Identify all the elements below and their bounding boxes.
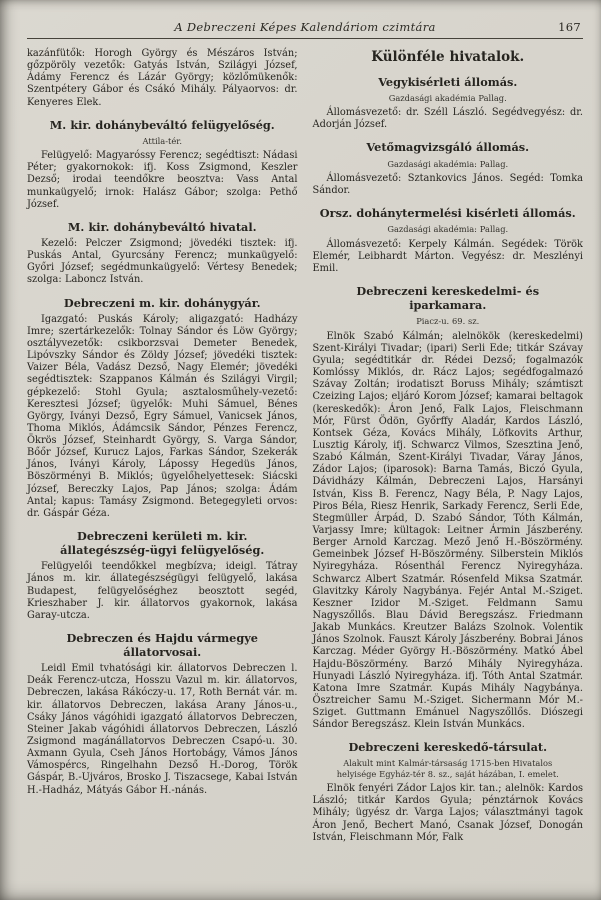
running-head: A Debreczeni Képes Kalendáriom czimtára	[174, 20, 436, 34]
section-heading-dohanygyar: Debreczeni m. kir. dohánygyár.	[63, 295, 261, 310]
section-heading-kereskedo-tarsulat: Debreczeni kereskedő-társulat.	[348, 740, 548, 755]
section-heading-dohanybevalto-hivatal: M. kir. dohánybeváltó hivatal.	[67, 219, 257, 234]
section-heading-dohanybevalto-felugyeloseg: M. kir. dohánybeváltó felügyelőség.	[49, 117, 275, 132]
section-paragraph: Elnök Szabó Kálmán; alelnökök (kereskedelmi) Szent-Királyi Tivadar; (ipari) Serli Ede; titkár Szávay Gyula; segédtitkár dr. Rédei Dezső; fogalmazók Komlóssy Miklós, dr. Rácz Lajos; segédfogalmazó Szávay Zoltán; irodatiszt Boruss Mihály; számtiszt Czeizing Lajos; eljáró Korom József; kamarai beltagok (kereskedők): Áron Jenő, Falk Lajos, Fleischmann Mór, Fürst Ödön, Győrffy Aladár, Kardos László, Kontsek Géza, Kovács Mihály, Löfkovits Arthur, Lusztig Károly, ifj. Schwarcz Vilmos, Szesztina Jenő, Szabó Kálmán, Szent-Királyi Tivadar, Váray János, Zádor Lajos; (iparosok): Barna Tamás, Biczó Gyula, Dávidházy Kálmán, Debreczeni Lajos, Harsányi István, Kiss B. Ferencz, Nagy Béla, P. Nagy Lajos, Piros Béla, Riesz Henrik, Sarkady Ferencz, Serli Ede, Stegmüller Árpád, D. Szabó Sándor, Tóth Kálmán, Varjassy Imre; kültagok: Leitner Ármin Jászberény. Berger Arnold Karczag. Mező Jenő H.-Böszörmény. Gemeinbek József H-Böszörmény. Silberstein Miklós Nyiregyháza. Rósenthál Ferencz Nyiregyháza. Schwarcz Albert Szatmár. Rósenfeld Miksa Szatmár. Glavitzky Károly Nagybánya. Fejér Antal M.-Sziget. Keszner Izidor M.-Sziget. Feldmann Samu Nagyszőllős. Blau Dávid Beregszász. Friedmann Jakab Munkács. Kreutzer Balázs Szolnok. Volentik János Szolnok. Fauszt Károly Jászberény. Bobrai János Karczag. Méder György H.-Böszörmény. Matkó Ábel Hajdu-Böszörmény. Barzó Mihály Nyiregyháza. Hunyadi László Nyiregyháza. ifj. Tóth Antal Szatmár. Katona Imre Szatmár. Kupás Mihály Nagybánya. Ösztreicher Samu M.-Sziget. Sichermann Mór M.-Sziget. Guttmann Emánuel Nagyszőllős. Diószegi Sándor Beregszász. Klein István Munkács.	[312, 330, 583, 731]
section-heading-allategeszsegugyi-felugyeloseg: Debreczeni kerületi m. kir. állategészség-ügyi felügyelőség.	[60, 529, 265, 558]
continued-paragraph: kazánfütők: Horogh György és Mészáros István; gőzpöröly vezetők: Gatyás István, Szilágyi József, Ádámy Ferencz és Lázár György; közlőmükenők: Szentpétery Gábor és Csákó Mihály. Pályaorvos: dr. Kenyeres Elek.	[27, 48, 298, 108]
page-header	[27, 20, 583, 38]
right-column	[313, 48, 584, 844]
section-subtitle-piacz-utca: Piacz-u. 69. sz.	[416, 316, 480, 327]
section-subtitle-alakult-note: Alakult mint Kalmár-társaság 1715-ben Hivatalos helyisége Egyház-tér 8. sz., saját házában, I. emelet.	[336, 758, 559, 779]
main-heading-kulonfele-hivatalok: Különféle hivatalok.	[371, 49, 525, 65]
section-heading-allatorvosai: Debreczen és Hajdu vármegye állatorvosai.	[66, 630, 258, 660]
section-paragraph: Elnök fenyéri Zádor Lajos kir. tan.; alelnök: Kardos László; titkár Kardos Gyula; pénztárnok Kovács Mihály; ügyész dr. Varga Lajos; választmányi tagok Áron Jenő, Bechert Manó, Csanak József, Donogán István, Fleischmann Mór, Falk	[312, 783, 583, 843]
section-subtitle: Gazdasági akadémia: Pallag.	[387, 224, 509, 235]
section-paragraph: Igazgató: Puskás Károly; aligazgató: Hadházy Imre; szertárkezelők: Tolnay Sándor és Löw György; osztályvezetők: csikborzsvai Demeter Benedek, Lipóvszky Sándor és Zöldy József; jövedéki tisztek: Vaizer Béla, Vadász Dezső, Nagy Elemér; jövedéki segédtisztek: Szappanos Kálmán és Szilágyi Virgil; gépkezelő: Stohl Gyula; asztalosműhely-vezető: Keresztesi József; ügyelők: Muhi Sámuel, Bénes György, Iványi Dezső, Egry Sámuel, Vanicsek János, Thoma Miklós, Ádámcsik Sándor, Pénzes Ferencz, Ökrös József, Steinhardt György, S. Varga Sándor, Bőőr József, Kurucz Lajos, Farkas Sándor, Szekerák János, Iványi Károly, Lápossy Hegedüs János, Böszörményi B. Miklós; ügyelőhelyettesek: Siácski József, Bereczky Lajos, Pap János; szolga: Ádám Antal; kapus: Tamásy Zsigmond. Betegegyleti orvos: dr. Gáspár Géza.	[27, 313, 298, 519]
section-paragraph: Állomásvezető: dr. Széll László. Segédvegyész: dr. Adorján József.	[312, 107, 583, 131]
two-column-layout	[27, 48, 583, 844]
section-heading-dohanytermelesi-kiserleti-allomas: Orsz. dohánytermelési kisérleti állomás.	[319, 206, 576, 221]
section-subtitle: Gazdasági akadémia: Pallag.	[387, 158, 509, 169]
left-column	[27, 48, 298, 844]
section-paragraph: Felügyelői teendőkkel megbízva; ideigl. Tátray János m. kir. állategészségügyi felügyelő, lakása Budapest, felügyelőséghez beosztott segéd, Krieszhaber J. kir. állatorvos gyakornok, lakása Garay-utcza.	[27, 561, 298, 621]
section-paragraph: Kezelő: Pelczer Zsigmond; jövedéki tisztek: ifj. Puskás Antal, Gyurcsány Ferencz; munkaügyelő: Győri József; segédmunkaügyelő: Vértesy Benedek; szolga: Laboncz István.	[27, 237, 298, 286]
section-paragraph: Állomásvezető: Kerpely Kálmán. Segédek: Török Elemér, Leibhardt Márton. Vegyész: dr. Meszlényi Emil.	[312, 238, 583, 274]
section-paragraph: Leidl Emil tvhatósági kir. állatorvos Debreczen l. Deák Ferencz-utcza, Hosszu Vazul m. kir. állatorvos, Debreczen, lakása Rákóczy-u. 17, Roth Bernát vár. m. kir. állatorvos Debreczen, lakása Arany János-u., Csáky János vágóhidi igazgató állatorvos Debreczen, Steiner Jakab vágóhidi állatorvos Debreczen, László Zsigmond magánállatorvos Debreczen Csapó-u. 30. Axmann Gyula, Cseh János Hortobágy, Vámos János Vámospércs, Ringelhahn Dezső H.-Dorog, Török Gáspár, B.-Ujváros, Brosko J. Tiszacsege, Kabai István H.-Hadház, Mátyás Gábor H.-nánás.	[27, 663, 298, 796]
section-paragraph: Állomásvezető: Sztankovics János. Segéd: Tomka Sándor.	[312, 172, 583, 197]
section-heading-iparkamara: Debreczeni kereskedelmi- és iparkamara.	[356, 284, 540, 313]
header-rule	[27, 38, 583, 39]
section-heading-vegykiserleti-allomas: Vegykisérleti állomás.	[378, 74, 518, 89]
section-paragraph: Felügyelő: Magyaróssy Ferencz; segédtiszt: Nádasi Péter; gyakornokok: ifj. Koss Zsigmond, Keszler Dezső; irodai teendőkre beosztva: Vass Antal munkaügyelő; irnok: Halász Gábor; szolga: Pethő József.	[27, 150, 298, 210]
section-subtitle-attila-ter: Attila-tér.	[142, 135, 182, 146]
section-subtitle: Gazdasági akadémia Pallag.	[388, 92, 507, 103]
page-number: 167	[558, 20, 581, 34]
section-heading-vetomagvizsgalo-allomas: Vetőmagvizsgáló állomás.	[366, 140, 530, 155]
